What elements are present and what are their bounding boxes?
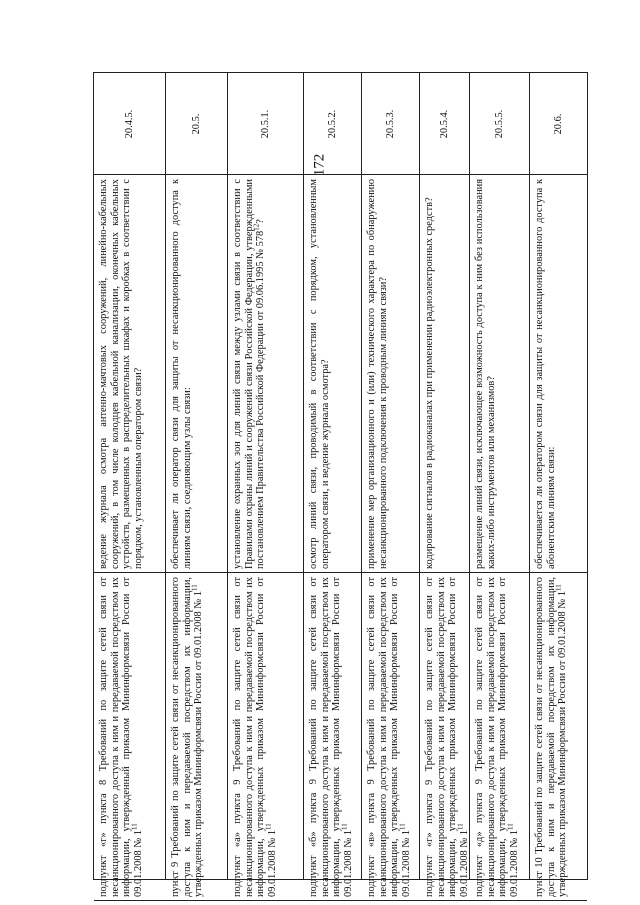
row-question-text: обеспечивается ли оператором связи для защиты от несанкционированного доступа к абонентским линиям связи: xyxy=(534,179,557,569)
row-reference xyxy=(170,577,224,897)
row-reference-text: пункт 9 Требований по защите сетей связи от несанкционированного доступа к ним и передаваемой посредством их информации, утвержденных приказом Мининформсвязи России от 09.01.2008 № 1 xyxy=(170,577,205,897)
table-row xyxy=(530,73,587,897)
footnote-marker: 11 xyxy=(340,823,349,830)
row-question-cell xyxy=(94,175,166,573)
row-number xyxy=(170,77,224,171)
footnote-marker: 11 xyxy=(264,823,273,830)
row-number-text: 20.5.3. xyxy=(385,109,397,139)
table-row xyxy=(94,73,166,897)
row-number-text: 20.5. xyxy=(191,113,203,135)
row-number xyxy=(232,77,300,171)
row-reference-text: пункт 10 Требований по защите сетей связи от несанкционированного доступа к ним и передаваемой посредством их информации, утвержденных приказом Мининформсвязи России от 09.01.2008 № 1 xyxy=(534,577,569,897)
row-reference-text: подпункт «а» пункта 9 Требований по защите сетей связи от несанкционированного доступа к ним и передаваемой посредством их информации, утвержденных приказом Мининформсвязи России от 09.01.2008 № 1 xyxy=(232,577,278,897)
row-reference-text: подпункт «б» пункта 9 Требований по защите сетей связи от несанкционированного доступа к ним и передаваемой посредством их информации, утвержденных приказом Мининформсвязи России от 09.01.2008 № 1 xyxy=(308,577,354,897)
row-question xyxy=(232,179,300,569)
row-question-cell xyxy=(420,175,470,573)
row-reference-text: подпункт «г» пункта 9 Требований по защите сетей связи от несанкционированного доступа к ним и передаваемой посредством их информации, утвержденных приказом Мининформсвязи России от 09.01.2008 № 1 xyxy=(424,577,470,897)
row-reference xyxy=(474,577,526,897)
row-question-text: кодирование сигналов в радиоканалах при применении радиоэлектронных средств? xyxy=(424,197,435,569)
row-question-text: осмотр линий связи, проводимый в соответствии с порядком, установленным оператором связи, и ведение журнала осмотра? xyxy=(308,179,331,569)
row-question xyxy=(534,179,583,569)
row-number-cell xyxy=(470,73,530,175)
row-number xyxy=(424,77,466,171)
row-reference-cell xyxy=(420,573,470,901)
row-reference-cell xyxy=(530,573,587,901)
row-reference xyxy=(232,577,300,897)
row-number xyxy=(308,77,358,171)
row-question xyxy=(366,179,416,569)
footnote-marker: 11 xyxy=(130,823,139,830)
row-number xyxy=(366,77,416,171)
row-question-cell xyxy=(304,175,362,573)
row-number-cell xyxy=(228,73,304,175)
row-question-cell xyxy=(228,175,304,573)
row-reference-cell xyxy=(470,573,530,901)
row-question-text: обеспечивает ли оператор связи для защиты от несанкционированного доступа к линиям связи, соединяющим узлы связи: xyxy=(170,179,193,569)
row-reference-text: подпункт «г» пункта 8 Требований по защите сетей связи от несанкционированного доступа к ним и передаваемой посредством их информации, утвержденный приказом Мининформсвязи России от 09.01.2008 № 1 xyxy=(98,577,144,897)
row-reference xyxy=(534,577,583,897)
row-number-cell xyxy=(530,73,587,175)
row-reference-cell xyxy=(166,573,228,901)
footnote-marker: 11 xyxy=(506,823,515,830)
footnote-marker: 11 xyxy=(456,823,465,830)
row-number-cell xyxy=(94,73,166,175)
table-row xyxy=(304,73,362,897)
row-number xyxy=(98,77,162,171)
footnote-marker: 11 xyxy=(398,823,407,830)
row-number-text: 20.4.5. xyxy=(124,109,136,139)
row-question xyxy=(308,179,358,569)
row-number-cell xyxy=(362,73,420,175)
table-row xyxy=(228,73,304,897)
row-number-text: 20.6. xyxy=(552,113,564,135)
question-tail: ? xyxy=(255,219,267,224)
row-reference-text: подпункт «д» пункта 9 Требований по защите сетей связи от несанкционированного доступа к ним и передаваемой посредством их информации, утвержденных приказом Мининформсвязи России от 09.01.2008 № 1 xyxy=(474,577,520,897)
row-question-text: применение мер организационного и (или) технического характера по обнаружению несанкционированного подключения к проводным линиям связи? xyxy=(366,179,389,569)
row-number-text: 20.5.2. xyxy=(327,109,339,139)
table-row xyxy=(362,73,420,897)
row-number xyxy=(474,77,526,171)
row-reference-cell xyxy=(228,573,304,901)
row-reference xyxy=(366,577,416,897)
row-reference xyxy=(424,577,470,897)
row-number-text: 20.5.4. xyxy=(439,109,451,139)
row-question-cell xyxy=(362,175,420,573)
row-question-text: установление охранных зон для линий связи между узлами связи в соответствии с Правилами охраны линий и сооружений связи Российской Федерации, утвержденными постановлением Правительства Российской Федерации от 09.06.1995 № 578 xyxy=(232,179,267,569)
row-number-text: 20.5.1. xyxy=(260,109,272,139)
row-question xyxy=(424,179,466,569)
page-number-text: 172 xyxy=(311,153,328,177)
row-reference-text: подпункт «в» пункта 9 Требований по защите сетей связи от несанкционированного доступа к ним и передаваемой посредством их информации, утвержденных приказом Мининформсвязи России от 09.01.2008 № 1 xyxy=(366,577,412,897)
row-question xyxy=(474,179,526,569)
footnote-marker: 12 xyxy=(252,223,261,231)
row-question-cell xyxy=(166,175,228,573)
row-reference-cell xyxy=(362,573,420,901)
row-question-text: размещение линий связи, исключающее возможность доступа к ним без использования каких-либо инструментов или механизмов? xyxy=(474,179,497,569)
row-number-cell xyxy=(420,73,470,175)
row-number-cell xyxy=(166,73,228,175)
row-number-text: 20.5.5. xyxy=(494,109,506,139)
row-number xyxy=(534,77,583,171)
row-number-cell xyxy=(304,73,362,175)
row-reference xyxy=(98,577,162,897)
row-question-cell xyxy=(530,175,587,573)
requirements-table xyxy=(93,72,588,897)
row-question-text: ведение журнала осмотра антенно-мачтовых сооружений, линейно-кабельных сооружений, в том числе колодцев кабельной канализации, оконечных кабельных устройств, размещенных в распределительных шкафах и коробках в соответствии с порядком, установленным оператором связи? xyxy=(98,179,144,569)
table-row xyxy=(470,73,530,897)
table-row xyxy=(420,73,470,897)
footnote-marker: 11 xyxy=(554,584,563,591)
row-question xyxy=(98,179,162,569)
row-reference-cell xyxy=(94,573,166,901)
row-reference xyxy=(308,577,358,897)
row-question xyxy=(170,179,224,569)
row-question-cell xyxy=(470,175,530,573)
footnote-marker: 11 xyxy=(190,584,199,591)
table-row xyxy=(166,73,228,897)
row-reference-cell xyxy=(304,573,362,901)
